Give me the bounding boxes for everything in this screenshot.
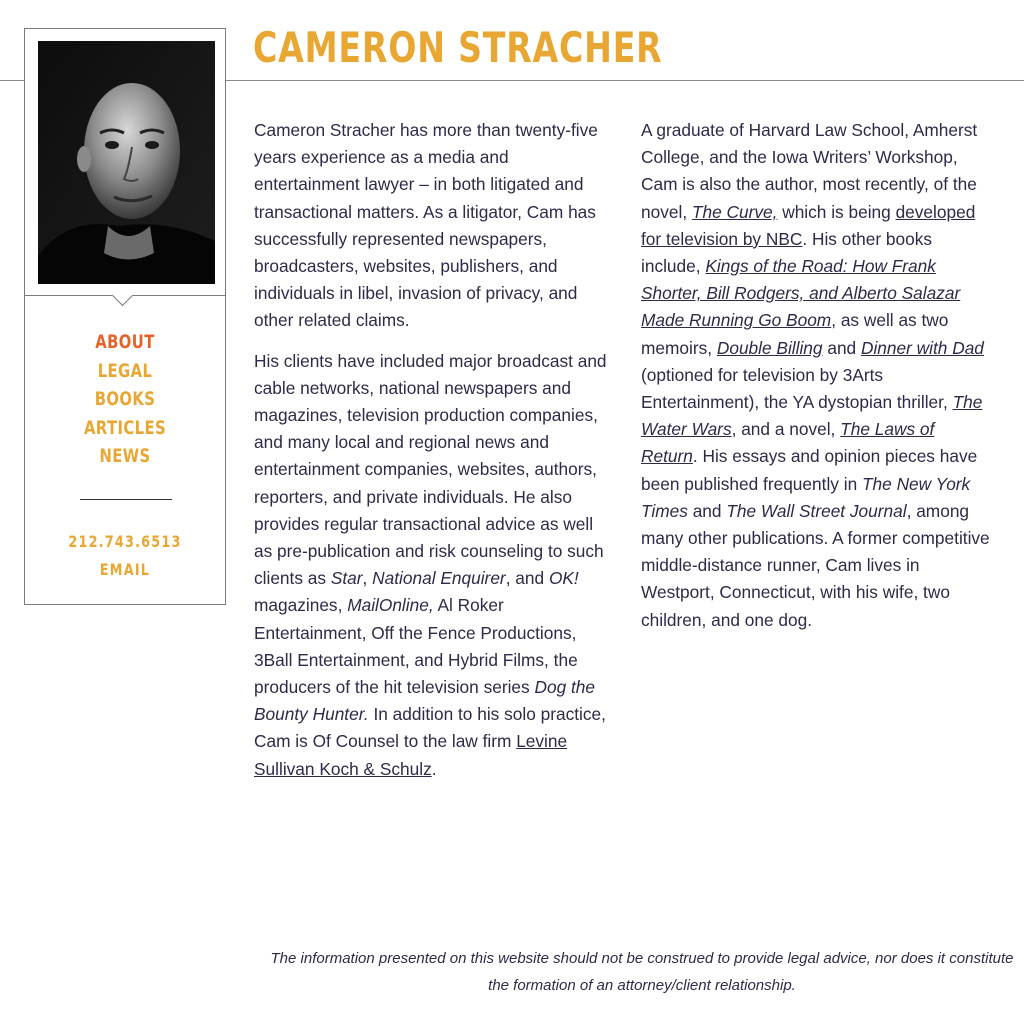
the-curve-title: The Curve, bbox=[691, 201, 778, 222]
text-span: A graduate of Harvard Law School, Amherst College, and the Iowa Writers’ Workshop, Cam is also the author, most recently, of the novel, bbox=[641, 120, 978, 222]
bio-paragraph-1: Cameron Stracher has more than twenty-five years experience as a media and entertainment lawyer – in both litigated and transactional matters. As a litigator, Cam has successfully represented newspapers, broadcasters, websites, publishers, and individuals in libel, invasion of privacy, and other related claims. bbox=[254, 120, 598, 331]
contact-block bbox=[25, 528, 225, 584]
text-span: , among many other publications. A former competitive middle-distance runner, Cam lives in Westport, Connecticut, with his wife, two children, and one dog. bbox=[641, 500, 990, 630]
bio-column-left bbox=[254, 117, 610, 796]
phone-link[interactable]: 212.743.6513 bbox=[68, 532, 182, 551]
dinner-with-dad-link[interactable] bbox=[861, 338, 984, 358]
nav-legal[interactable]: LEGAL bbox=[97, 359, 153, 382]
text-span: , and bbox=[505, 568, 549, 589]
dinner-with-dad-title: Dinner with Dad bbox=[860, 337, 984, 358]
text-span: Al Roker Entertainment, Off the Fence Productions, 3Ball Entertainment, and Hybrid Films, the producers of the hit television series bbox=[254, 595, 578, 698]
text-span: and bbox=[822, 337, 861, 358]
publication-enquirer: National Enquirer bbox=[372, 568, 506, 589]
double-billing-title: Double Billing bbox=[716, 337, 823, 358]
publication-mailonline: MailOnline, bbox=[347, 595, 434, 616]
bio-paragraph-3 bbox=[641, 117, 991, 634]
double-billing-link[interactable] bbox=[717, 338, 823, 358]
nbc-link[interactable]: developed for television by NBC bbox=[641, 201, 976, 249]
text-span: and bbox=[687, 500, 727, 521]
the-water-wars-title: The Water Wars bbox=[641, 392, 983, 440]
publication-star: Star bbox=[330, 568, 363, 589]
main-nav bbox=[25, 328, 225, 471]
nav-divider bbox=[80, 499, 172, 500]
text-span: . His essays and opinion pieces have been published frequently in bbox=[641, 446, 978, 494]
text-span: which is being bbox=[777, 201, 896, 222]
bio-paragraph-2 bbox=[254, 348, 610, 783]
text-span: . bbox=[431, 758, 437, 779]
legal-disclaimer: The information presented on this website should not be construed to provide legal advice, nor does it constitute the formation of an attorney/client relationship. bbox=[270, 950, 1014, 994]
sidebar bbox=[24, 28, 226, 605]
nav-articles[interactable]: ARTICLES bbox=[83, 416, 167, 439]
nav-news[interactable]: NEWS bbox=[99, 445, 151, 468]
text-span: , and a novel, bbox=[731, 419, 841, 440]
portrait-image bbox=[38, 41, 215, 284]
nav-about[interactable]: ABOUT bbox=[95, 331, 155, 353]
law-firm-link[interactable]: Levine Sullivan Koch & Schulz bbox=[254, 731, 568, 779]
bio-column-right bbox=[641, 117, 991, 647]
text-span: magazines, bbox=[254, 595, 348, 616]
pointer-notch bbox=[112, 285, 133, 306]
email-link[interactable]: EMAIL bbox=[99, 560, 151, 579]
kings-of-the-road-title: Kings of the Road: How Frank Shorter, Bill Rodgers, and Alberto Salazar Made Running Go Boom bbox=[641, 256, 961, 331]
the-curve-link[interactable] bbox=[692, 202, 777, 222]
the-laws-of-return-title: The Laws of Return bbox=[641, 419, 935, 467]
publication-wsj: The Wall Street Journal bbox=[726, 500, 907, 521]
text-span: . His other books include, bbox=[641, 228, 933, 277]
text-span: (optioned for television by 3Arts Entertainment), the YA dystopian thriller, bbox=[641, 364, 953, 413]
publication-nyt: The New York Times bbox=[641, 473, 971, 521]
text-span: In addition to his solo practice, Cam is Of Counsel to the law firm bbox=[254, 704, 606, 752]
nav-books[interactable]: BOOKS bbox=[94, 388, 156, 411]
publication-ok: OK! bbox=[548, 568, 579, 589]
site-title[interactable]: CAMERON STRACHER bbox=[253, 23, 663, 72]
text-span: , as well as two memoirs, bbox=[641, 310, 949, 358]
text-span: , bbox=[362, 568, 373, 589]
show-dog-bounty-hunter: Dog the Bounty Hunter. bbox=[254, 677, 596, 725]
text-span: His clients have included major broadcast and cable networks, national newspapers and magazines, television production companies, and many local and regional news and entertainment companies, websites, authors, reporters, and private individuals. He also provides regular transactional advice as well as pre-publication and risk counseling to such clients as bbox=[254, 350, 607, 589]
portrait-photo bbox=[38, 41, 215, 284]
